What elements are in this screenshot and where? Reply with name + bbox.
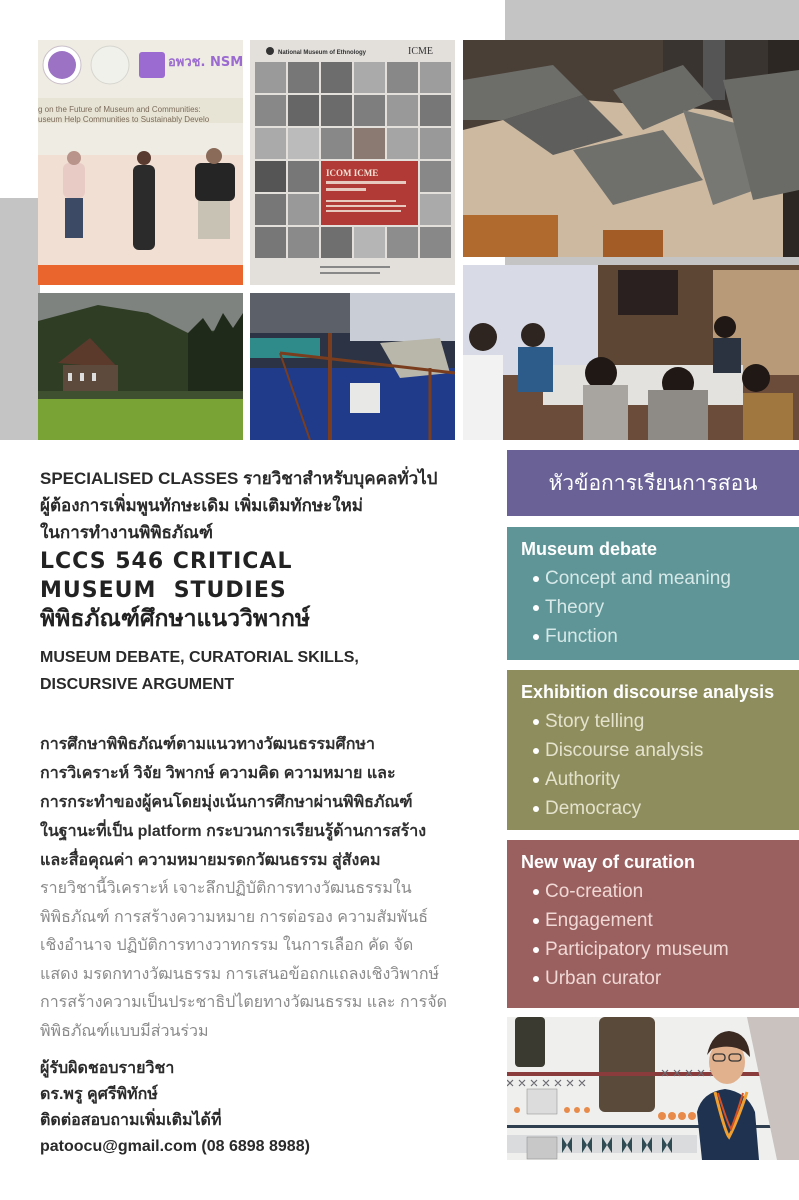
bullet-icon bbox=[533, 889, 539, 895]
contact-block bbox=[40, 1056, 460, 1160]
intro-text bbox=[40, 465, 460, 546]
svg-text:National Museum of Ethnology: National Museum of Ethnology bbox=[278, 50, 366, 56]
gray-band-right-mid bbox=[505, 257, 799, 265]
photo-natural-history-exhibit bbox=[250, 293, 455, 440]
course-title-th: พิพิธภัณฑ์ศึกษาแนววิพากษ์ bbox=[40, 606, 311, 632]
course-title bbox=[40, 547, 460, 634]
topic-item bbox=[533, 707, 799, 736]
course-code: LCCS 546 CRITICAL bbox=[40, 549, 293, 574]
bullet-icon bbox=[533, 634, 539, 640]
topic-item-label: Participatory museum bbox=[545, 939, 729, 960]
gray-band-left bbox=[0, 198, 40, 440]
inquiry-label: ติดต่อสอบถามเพิ่มเติมได้ที่ bbox=[40, 1112, 222, 1129]
bullet-icon bbox=[533, 605, 539, 611]
topic-item bbox=[533, 877, 799, 906]
email-phone[interactable]: patoocu@gmail.com (08 6898 8988) bbox=[40, 1138, 310, 1155]
intro-line: ผู้ต้องการเพิ่มพูนทักษะเดิม เพิ่มเติมทักษะใหม่ bbox=[40, 496, 363, 515]
description-line: การวิเคราะห์ วิจัย วิพากษ์ ความคิด ความหมาย และ bbox=[40, 765, 396, 782]
topic-list bbox=[521, 707, 799, 823]
topic-item-label: Concept and meaning bbox=[545, 568, 731, 589]
topic-item bbox=[533, 765, 799, 794]
intro-line: ในการทำงานพิพิธภัณฑ์ bbox=[40, 523, 213, 542]
photo-panel-discussion bbox=[38, 40, 243, 285]
photo-classroom bbox=[463, 265, 799, 440]
topic-list bbox=[521, 877, 799, 993]
description-line: การกระทำของผู้คนโดยมุ่งเน้นการศึกษาผ่านพิพิธภัณฑ์ bbox=[40, 794, 413, 811]
svg-text:g on the Future of Museum and: g on the Future of Museum and Communities: bbox=[38, 105, 201, 114]
topic-item-label: Urban curator bbox=[545, 968, 662, 989]
topic-item bbox=[533, 622, 799, 651]
responsible-label: ผู้รับผิดชอบรายวิชา bbox=[40, 1060, 175, 1077]
topic-item-label: Theory bbox=[545, 597, 605, 618]
topic-item bbox=[533, 935, 799, 964]
description-line: พิพิธภัณฑ์ การสร้างความหมาย การต่อรอง ความสัมพันธ์ bbox=[40, 908, 429, 926]
topics-header bbox=[507, 450, 799, 516]
topic-item-label: Authority bbox=[545, 769, 620, 790]
subtitle-line: DISCURSIVE ARGUMENT bbox=[40, 676, 235, 693]
topic-item-label: Function bbox=[545, 626, 618, 647]
topic-item bbox=[533, 564, 799, 593]
photo-thatched-house bbox=[38, 293, 243, 440]
topic-item-label: Democracy bbox=[545, 798, 642, 819]
bullet-icon bbox=[533, 976, 539, 982]
description-line: พิพิธภัณฑ์แบบมีส่วนร่วม bbox=[40, 1022, 209, 1040]
bullet-icon bbox=[533, 918, 539, 924]
bullet-icon bbox=[533, 748, 539, 754]
subtitle-line: MUSEUM DEBATE, CURATORIAL SKILLS, bbox=[40, 649, 359, 666]
topic-item-label: Story telling bbox=[545, 711, 645, 732]
topics-header-label: หัวข้อการเรียนการสอน bbox=[548, 471, 758, 495]
topic-item bbox=[533, 906, 799, 935]
topic-item bbox=[533, 593, 799, 622]
description-bold bbox=[40, 730, 460, 875]
topic-item-label: Engagement bbox=[545, 910, 653, 931]
svg-text:อพวช. NSM: อพวช. NSM bbox=[168, 55, 243, 70]
instructor-name: ดร.พรู คูศรีพิทักษ์ bbox=[40, 1086, 158, 1103]
description-line: การศึกษาพิพิธภัณฑ์ตามแนวทางวัฒนธรรมศึกษา bbox=[40, 736, 375, 753]
description-line: เชิงอำนาจ ปฏิบัติการทางวาทกรรม ในการเลือก คัด จัด bbox=[40, 937, 414, 954]
topic-item-label: Discourse analysis bbox=[545, 740, 704, 761]
bullet-icon bbox=[533, 947, 539, 953]
course-subtitle bbox=[40, 644, 460, 698]
topic-title: Exhibition discourse analysis bbox=[521, 682, 775, 702]
bullet-icon bbox=[533, 719, 539, 725]
svg-text:useum Help Communities to Sust: useum Help Communities to Sustainably Develo bbox=[38, 115, 210, 124]
description-line: รายวิชานี้วิเคราะห์ เจาะลึกปฏิบัติการทางวัฒนธรรมใน bbox=[40, 880, 412, 897]
description-line: แสดง มรดกทางวัฒนธรรม การเสนอข้อถกแถลงเชิงวิพากษ์ bbox=[40, 965, 440, 983]
course-title-en: MUSEUM STUDIES bbox=[40, 578, 287, 603]
description-line: และสื่อคุณค่า ความหมายมรดกวัฒนธรรม สู่สังคม bbox=[40, 852, 381, 869]
photo-architecture-model bbox=[463, 40, 799, 257]
topic-list bbox=[521, 564, 799, 651]
description-line: การสร้างความเป็นประชาธิปไตยทางวัฒนธรรม และ การจัด bbox=[40, 994, 447, 1011]
topic-new-way-of-curation bbox=[507, 840, 799, 1008]
topic-title: Museum debate bbox=[521, 539, 658, 559]
description-light bbox=[40, 875, 460, 1046]
photo-instructor-portrait bbox=[507, 1017, 799, 1160]
bullet-icon bbox=[533, 777, 539, 783]
intro-line: SPECIALISED CLASSES รายวิชาสำหรับบุคคลทั่วไป bbox=[40, 469, 438, 488]
bullet-icon bbox=[533, 806, 539, 812]
topic-title: New way of curation bbox=[521, 852, 696, 872]
topic-item bbox=[533, 736, 799, 765]
bullet-icon bbox=[533, 576, 539, 582]
svg-text:ICOM ICME: ICOM ICME bbox=[326, 168, 379, 178]
topic-museum-debate bbox=[507, 527, 799, 660]
gray-band-top-right bbox=[505, 0, 799, 40]
topic-item bbox=[533, 794, 799, 823]
topic-exhibition-discourse bbox=[507, 670, 799, 830]
topic-item-label: Co-creation bbox=[545, 881, 644, 902]
topic-item bbox=[533, 964, 799, 993]
svg-text:ICME: ICME bbox=[408, 46, 433, 57]
description-line: ในฐานะที่เป็น platform กระบวนการเรียนรู้ด้านการสร้าง bbox=[40, 823, 427, 840]
photo-icom-icme-poster bbox=[250, 40, 455, 285]
